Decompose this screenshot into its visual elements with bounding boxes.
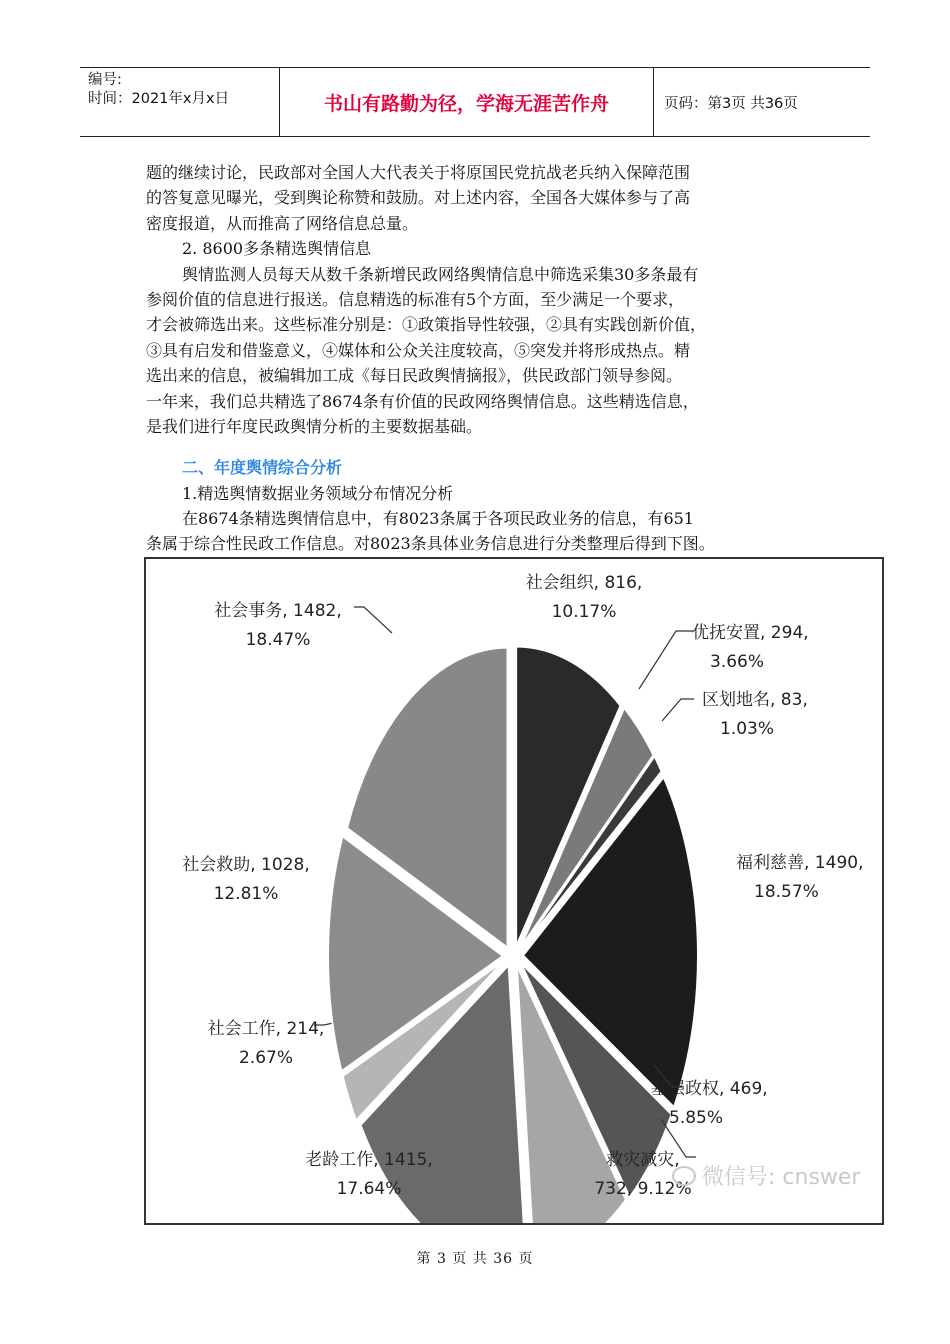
text-line: 一年来，我们总共精选了8674条有价值的民政网络舆情信息。这些精选信息， [146,391,699,411]
slice-percent-5: 732, 9.12% [594,1179,692,1199]
pie-chart [144,557,884,1225]
page-header [80,67,870,137]
watermark [672,1160,860,1191]
slice-label-9: 社会事务, 1482, [214,601,342,621]
date-label: 时间：2021年x月x日 [88,91,230,107]
text-line: 2. 8600多条精选舆情信息 [182,239,372,259]
slice-percent-1: 3.66% [710,652,765,672]
text-line: 条属于综合性民政工作信息。对8023条具体业务信息进行分类整理后得到下图。 [146,534,715,554]
text-line: 在8674条精选舆情信息中，有8023条属于各项民政业务的信息，有651 [182,509,694,529]
paragraph-block-2 [146,481,811,557]
pie-chart-svg [146,559,882,1223]
text-line: 密度报道，从而推高了网络信息总量。 [146,213,419,233]
header-meta [80,68,280,136]
header-motto: 书山有路勤为径，学海无涯苦作舟 [280,68,654,136]
slice-percent-8: 12.81% [213,884,279,904]
text-line: 1.精选舆情数据业务领域分布情况分析 [182,483,454,503]
slice-label-8: 社会救助, 1028, [182,855,310,875]
leader-line-1 [639,631,694,689]
slice-label-4: 基层政权, 469, [651,1079,768,1099]
header-page-label: 页码：第3页 共36页 [664,95,798,112]
leader-line-9 [354,607,392,633]
section-title: 二、年度舆情综合分析 [182,458,343,478]
slice-percent-7: 2.67% [238,1048,294,1068]
text-line: 参阅价值的信息进行报送。信息精选的标准有5个方面，至少满足一个要求， [146,289,685,309]
slice-percent-3: 18.57% [754,882,819,902]
slice-label-5: 救灾减灾, [606,1150,680,1170]
slice-label-6: 老龄工作, 1415, [305,1150,433,1170]
text-line: 才会被筛选出来。这些标准分别是：①政策指导性较强，②具有实践创新价值， [146,315,707,335]
slice-percent-0: 10.17% [551,602,617,622]
text-line: ③具有启发和借鉴意义，④媒体和公众关注度较高，⑤突发并将形成热点。精 [146,340,691,360]
text-line: 舆情监测人员每天从数千条新增民政网络舆情信息中筛选采集30多条最有 [182,264,699,284]
body-text [146,160,811,557]
slice-percent-9: 18.47% [245,630,311,650]
slice-label-3: 福利慈善, 1490, [736,853,864,873]
slice-percent-4: 5.85% [669,1108,724,1128]
text-line: 题的继续讨论，民政部对全国人大代表关于将原国民党抗战老兵纳入保障范围 [146,163,691,182]
slice-label-0: 社会组织, 816, [525,573,643,593]
watermark-text: 微信号: cnswer [702,1165,861,1190]
text-line: 是我们进行年度民政舆情分析的主要数据基础。 [146,416,483,436]
page-footer: 第 3 页 共 36 页 [416,1251,534,1267]
text-line: 选出来的信息，被编辑加工成《每日民政舆情摘报》，供民政部门领导参阅。 [146,366,683,386]
slice-label-2: 区划地名, 83, [702,690,808,710]
code-label: 编号: [88,72,122,88]
slice-label-1: 优抚安置, 294, [692,623,809,643]
wechat-icon [672,1166,696,1186]
leader-line-2 [662,699,694,721]
slice-label-7: 社会工作, 214, [207,1019,325,1039]
text-line: 的答复意见曝光，受到舆论称赞和鼓励。对上述内容，全国各大媒体参与了高 [146,188,691,208]
slice-percent-6: 17.64% [336,1179,402,1199]
slice-percent-2: 1.03% [720,719,775,739]
paragraph-block-1 [146,160,811,439]
